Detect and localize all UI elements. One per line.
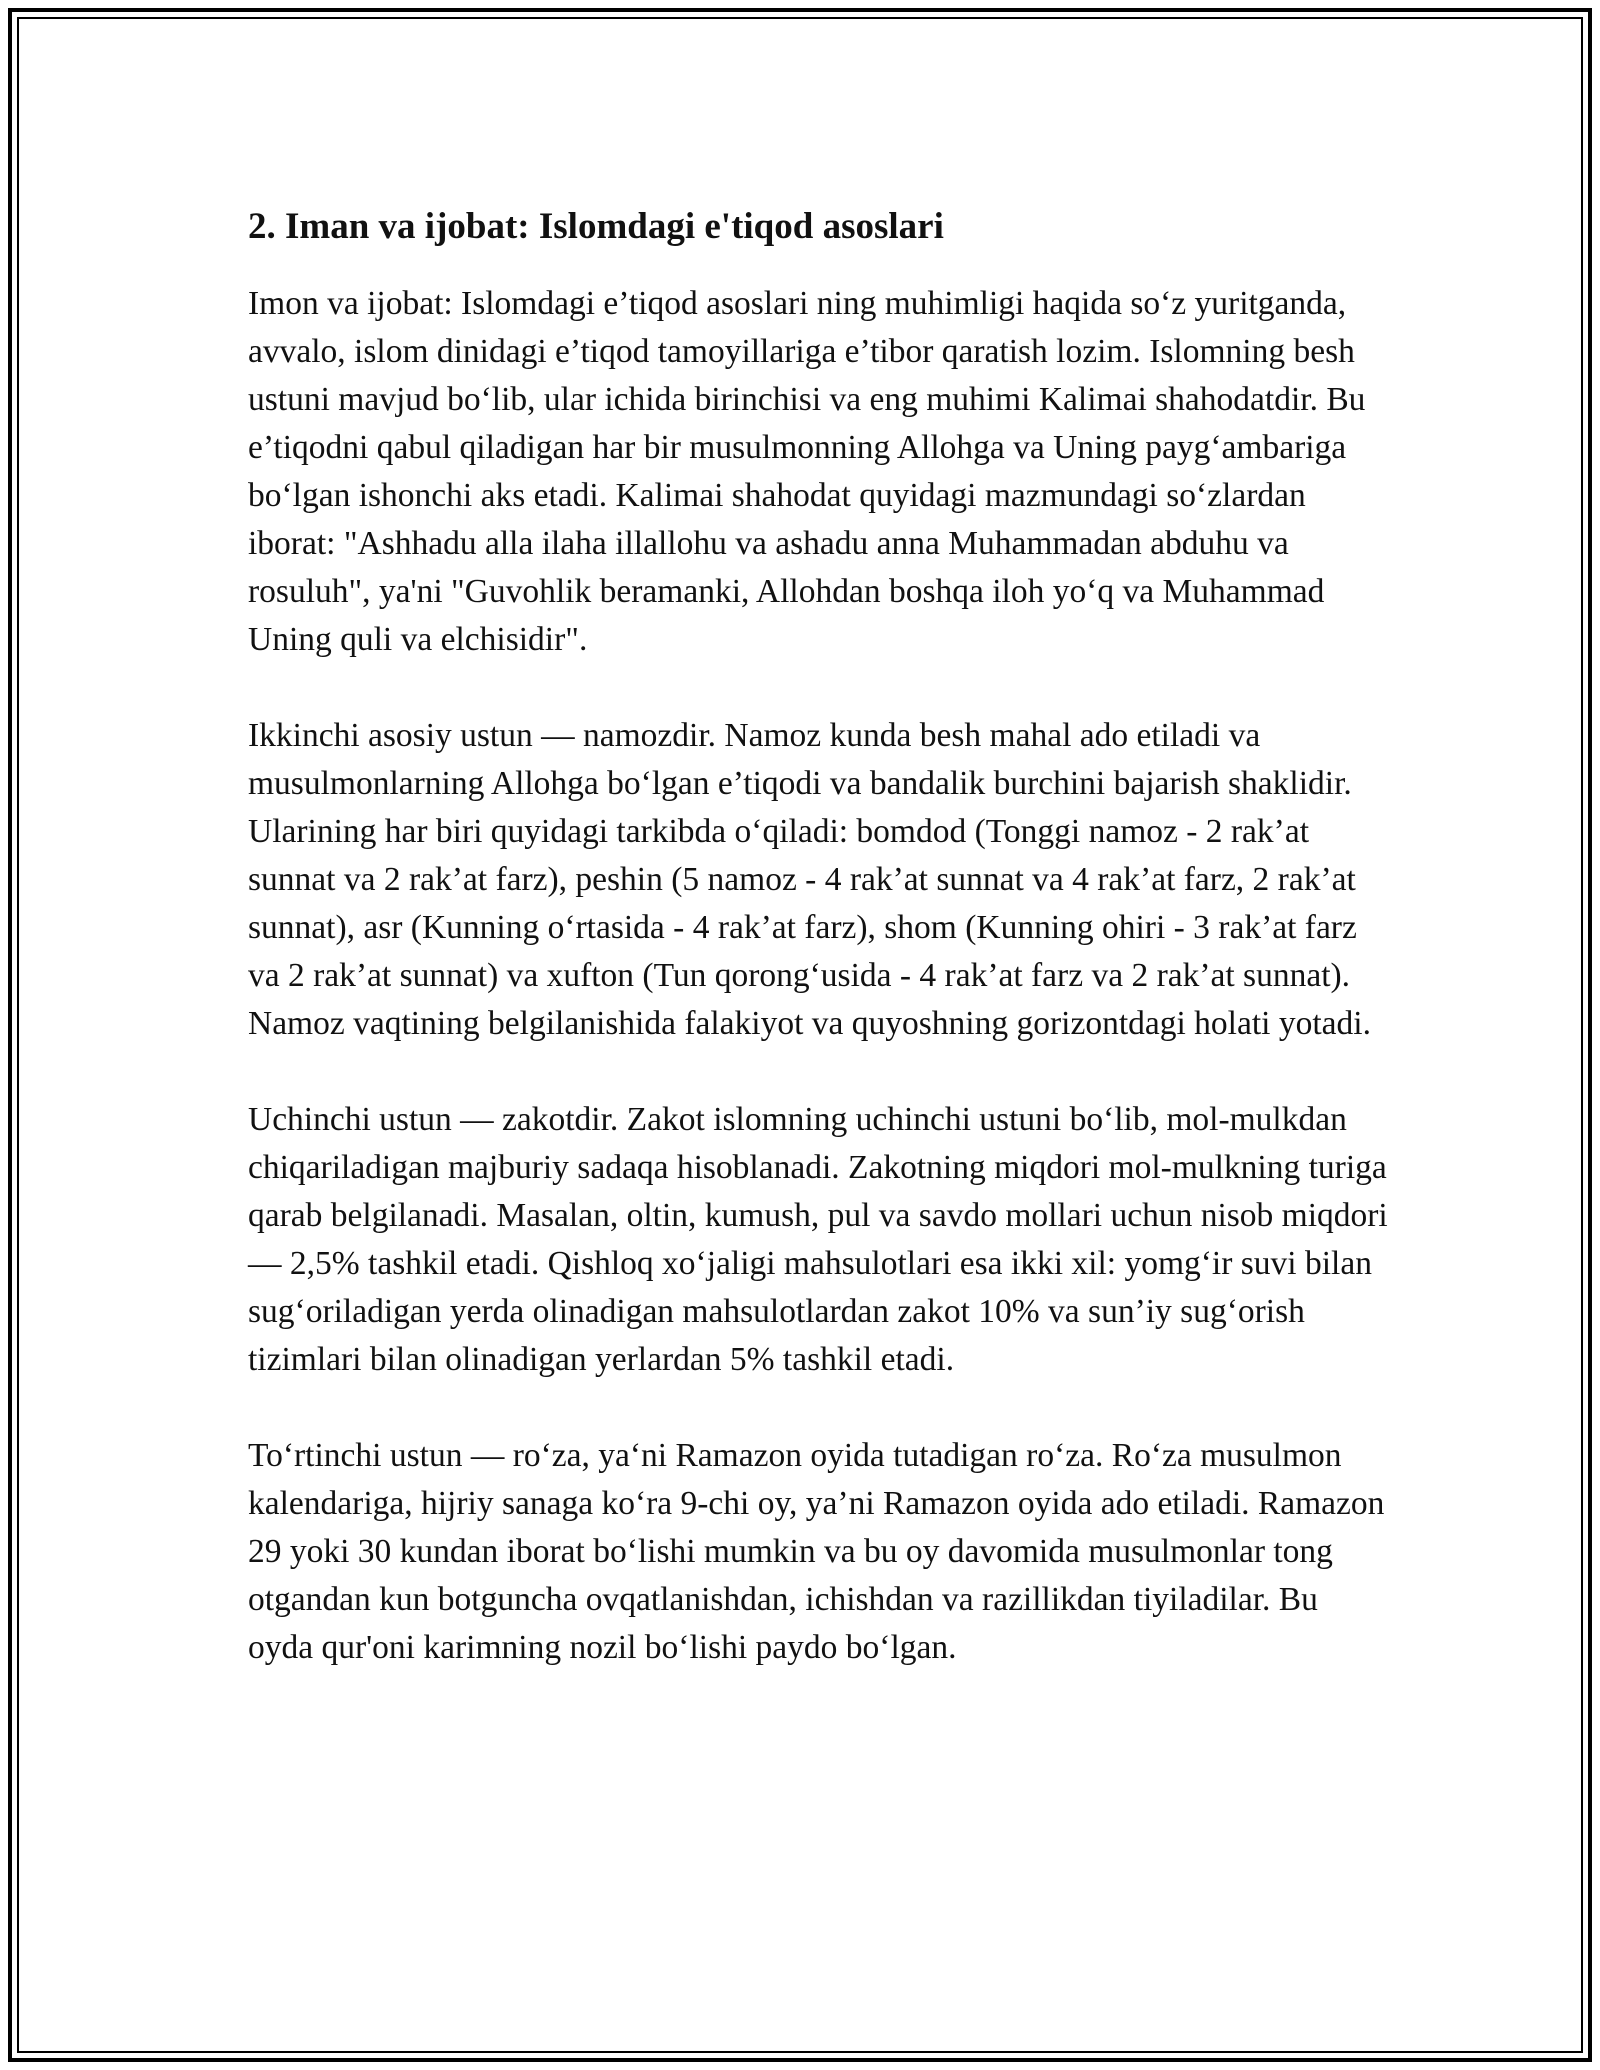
paragraph-shahodat: Imon va ijobat: Islomdagi e’tiqod asoslari ning muhimligi haqida so‘z yuritganda, avvalo, islom dinidagi e’tiqod tamoyillariga e’tibor qaratish lozim. Islomning besh ustuni mavjud bo‘lib, ular ichida birinchisi va eng muhimi Kalimai shahodatdir. Bu e’tiqodni qabul qiladigan har bir musulmonning Allohga va Uning payg‘ambariga bo‘lgan ishonchi aks etadi. Kalimai shahodat quyidagi mazmundagi so‘zlardan iborat: "Ashhadu alla ilaha illallohu va ashadu anna Muhammadan abduhu va rosuluh", ya'ni "Guvohlik beramanki, Allohdan boshqa iloh yo‘q va Muhammad Uning quli va elchisidir". <box>248 285 1366 658</box>
paragraph-namoz: Ikkinchi asosiy ustun — namozdir. Namoz kunda besh mahal ado etiladi va musulmonlarning Allohga bo‘lgan e’tiqodi va bandalik burchini bajarish shaklidir. Ularining har biri quyidagi tarkibda o‘qiladi: bomdod (Tonggi namoz - 2 rak’at sunnat va 2 rak’at farz), peshin (5 namoz - 4 rak’at sunnat va 4 rak’at farz, 2 rak’at sunnat), asr (Kunning o‘rtasida - 4 rak’at farz), shom (Kunning ohiri - 3 rak’at farz va 2 rak’at sunnat) va xufton (Tun qorong‘usida - 4 rak’at farz va 2 rak’at sunnat). Namoz vaqtining belgilanishida falakiyot va quyoshning gorizontdagi holati yotadi. <box>248 717 1371 1042</box>
section-heading: 2. Iman va ijobat: Islomdagi e'tiqod asoslari <box>248 206 944 247</box>
page-frame <box>8 8 1592 2062</box>
document-body <box>248 198 1388 1720</box>
paragraph-roza: To‘rtinchi ustun — ro‘za, ya‘ni Ramazon oyida tutadigan ro‘za. Ro‘za musulmon kalendariga, hijriy sanaga ko‘ra 9-chi oy, ya’ni Ramazon oyida ado etiladi. Ramazon 29 yoki 30 kundan iborat bo‘lishi mumkin va bu oy davomida musulmonlar tong otgandan kun botguncha ovqatlanishdan, ichishdan va razillikdan tiyiladilar. Bu oyda qur'oni karimning nozil bo‘lishi paydo bo‘lgan. <box>248 1437 1385 1666</box>
paragraph-zakot: Uchinchi ustun — zakotdir. Zakot islomning uchinchi ustuni bo‘lib, mol-mulkdan chiqariladigan majburiy sadaqa hisoblanadi. Zakotning miqdori mol-mulkning turiga qarab belgilanadi. Masalan, oltin, kumush, pul va savdo mollari uchun nisob miqdori — 2,5% tashkil etadi. Qishloq xo‘jaligi mahsulotlari esa ikki xil: yomg‘ir suvi bilan sug‘oriladigan yerda olinadigan mahsulotlardan zakot 10% va sun’iy sug‘orish tizimlari bilan olinadigan yerlardan 5% tashkil etadi. <box>248 1101 1388 1378</box>
